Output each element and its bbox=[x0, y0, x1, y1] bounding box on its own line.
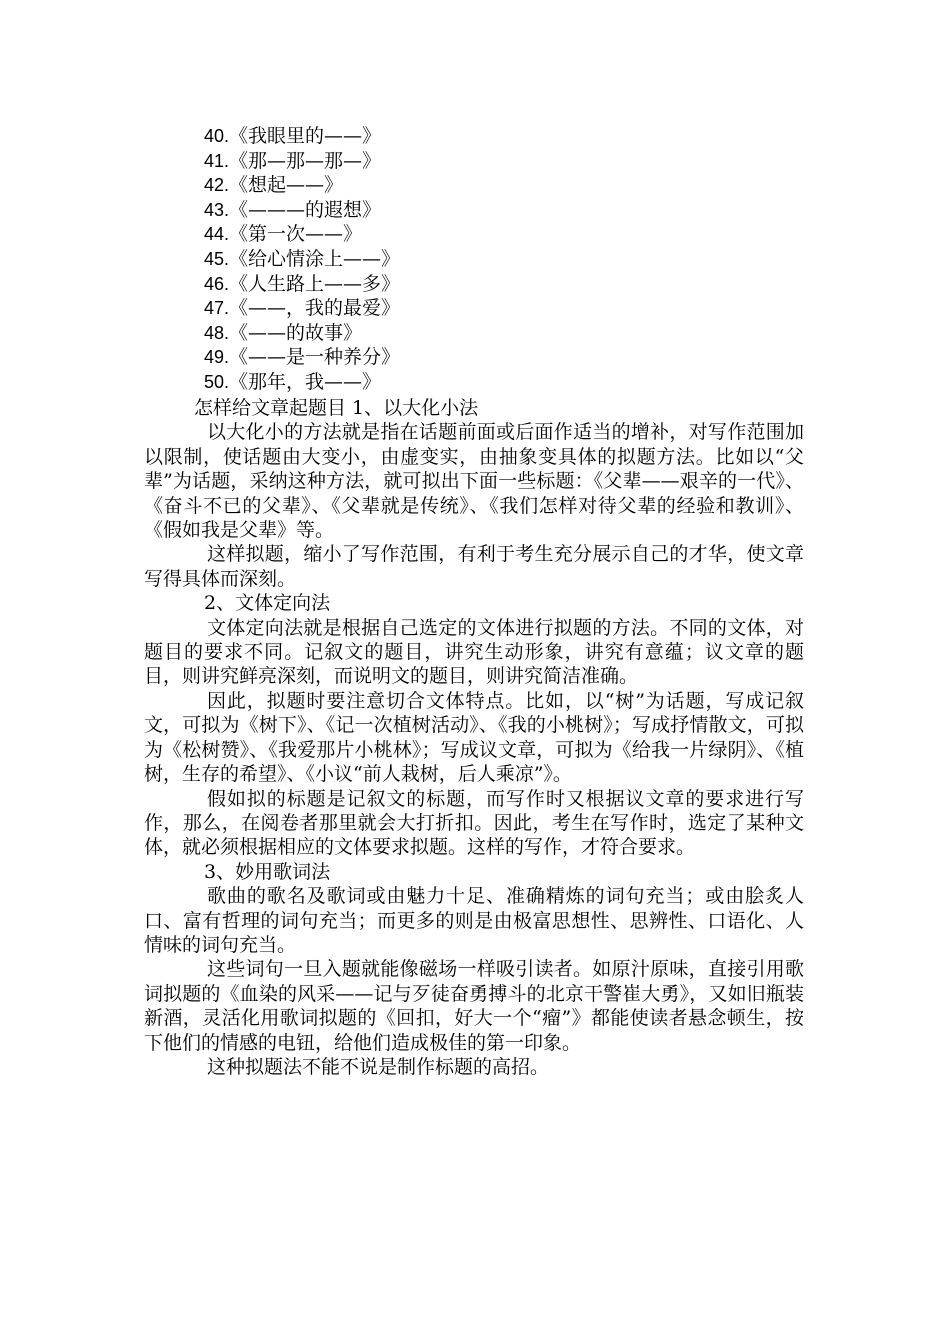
list-item: 47.《——，我的最爱》 bbox=[204, 297, 401, 320]
list-item: 40.《我眼里的——》 bbox=[204, 125, 382, 147]
list-item: 48.《——的故事》 bbox=[204, 321, 363, 344]
section-heading-2: 2、文体定向法 bbox=[204, 592, 331, 615]
list-item: 42.《想起——》 bbox=[204, 174, 344, 197]
paragraph: 文体定向法就是根据自己选定的文体进行拟题的方法。不同的文体，对题目的要求不同。记叙文的题目，讲究生动形象，讲究有意蕴；议文章的题目，则讲究鲜亮深刻，而说明文的题目，则讲究简洁准确。 bbox=[144, 616, 804, 688]
list-item: 46.《人生路上——多》 bbox=[204, 272, 401, 295]
paragraph: 这种拟题法不能不说是制作标题的高招。 bbox=[207, 1055, 550, 1078]
section-heading-1: 怎样给文章起题目 1、以大化小法 bbox=[194, 397, 479, 419]
list-item: 44.《第一次——》 bbox=[204, 223, 363, 246]
list-item: 50.《那年，我——》 bbox=[204, 370, 382, 393]
paragraph: 以大化小的方法就是指在话题前面或后面作适当的增补，对写作范围加以限制，使话题由大变小，由虚变实，由抽象变具体的拟题方法。比如以“父辈”为话题，采纳这种方法，就可拟出下面一些标题：《父辈——艰辛的一代》、《奋斗不已的父辈》、《父辈就是传统》、《我们怎样对待父辈的经验和教训》、《假如我是父辈》等。 bbox=[144, 421, 804, 542]
article-body bbox=[144, 396, 804, 1079]
section-heading-3: 3、妙用歌词法 bbox=[204, 860, 331, 883]
paragraph: 假如拟的标题是记叙文的标题，而写作时又根据议文章的要求进行写作，那么，在阅卷者那里就会大打折扣。因此，考生在写作时，选定了某种文体，就必须根据相应的文体要求拟题。这样的写作，才符合要求。 bbox=[144, 787, 804, 859]
paragraph: 歌曲的歌名及歌词或由魅力十足、准确精炼的词句充当；或由脍炙人口、富有哲理的词句充当；而更多的则是由极富思想性、思辨性、口语化、人情味的词句充当。 bbox=[144, 885, 804, 956]
list-item: 41.《那—那—那—》 bbox=[204, 149, 382, 172]
list-item: 43.《———的遐想》 bbox=[204, 198, 382, 221]
title-list bbox=[204, 124, 400, 395]
paragraph: 这些词句一旦入题就能像磁场一样吸引读者。如原汁原味，直接引用歌词拟题的《血染的风采——记与歹徒奋勇搏斗的北京干警崔大勇》，又如旧瓶装新酒，灵活化用歌词拟题的《回扣，好大一个“瘤”》都能使读者悬念顿生，按下他们的情感的电钮，给他们造成极佳的第一印象。 bbox=[144, 958, 804, 1054]
list-item: 45.《给心情涂上——》 bbox=[204, 247, 401, 270]
list-item: 49.《——是一种养分》 bbox=[204, 346, 401, 369]
paragraph: 这样拟题，缩小了写作范围，有利于考生充分展示自己的才华，使文章写得具体而深刻。 bbox=[144, 543, 804, 590]
paragraph: 因此，拟题时要注意切合文体特点。比如，以“树”为话题，写成记叙文，可拟为《树下》、《记一次植树活动》、《我的小桃树》；写成抒情散文，可拟为《松树赞》、《我爱那片小桃林》；写成议文章，可拟为《给我一片绿阴》、《植树，生存的希望》、《小议“前人栽树，后人乘凉”》。 bbox=[144, 689, 804, 786]
